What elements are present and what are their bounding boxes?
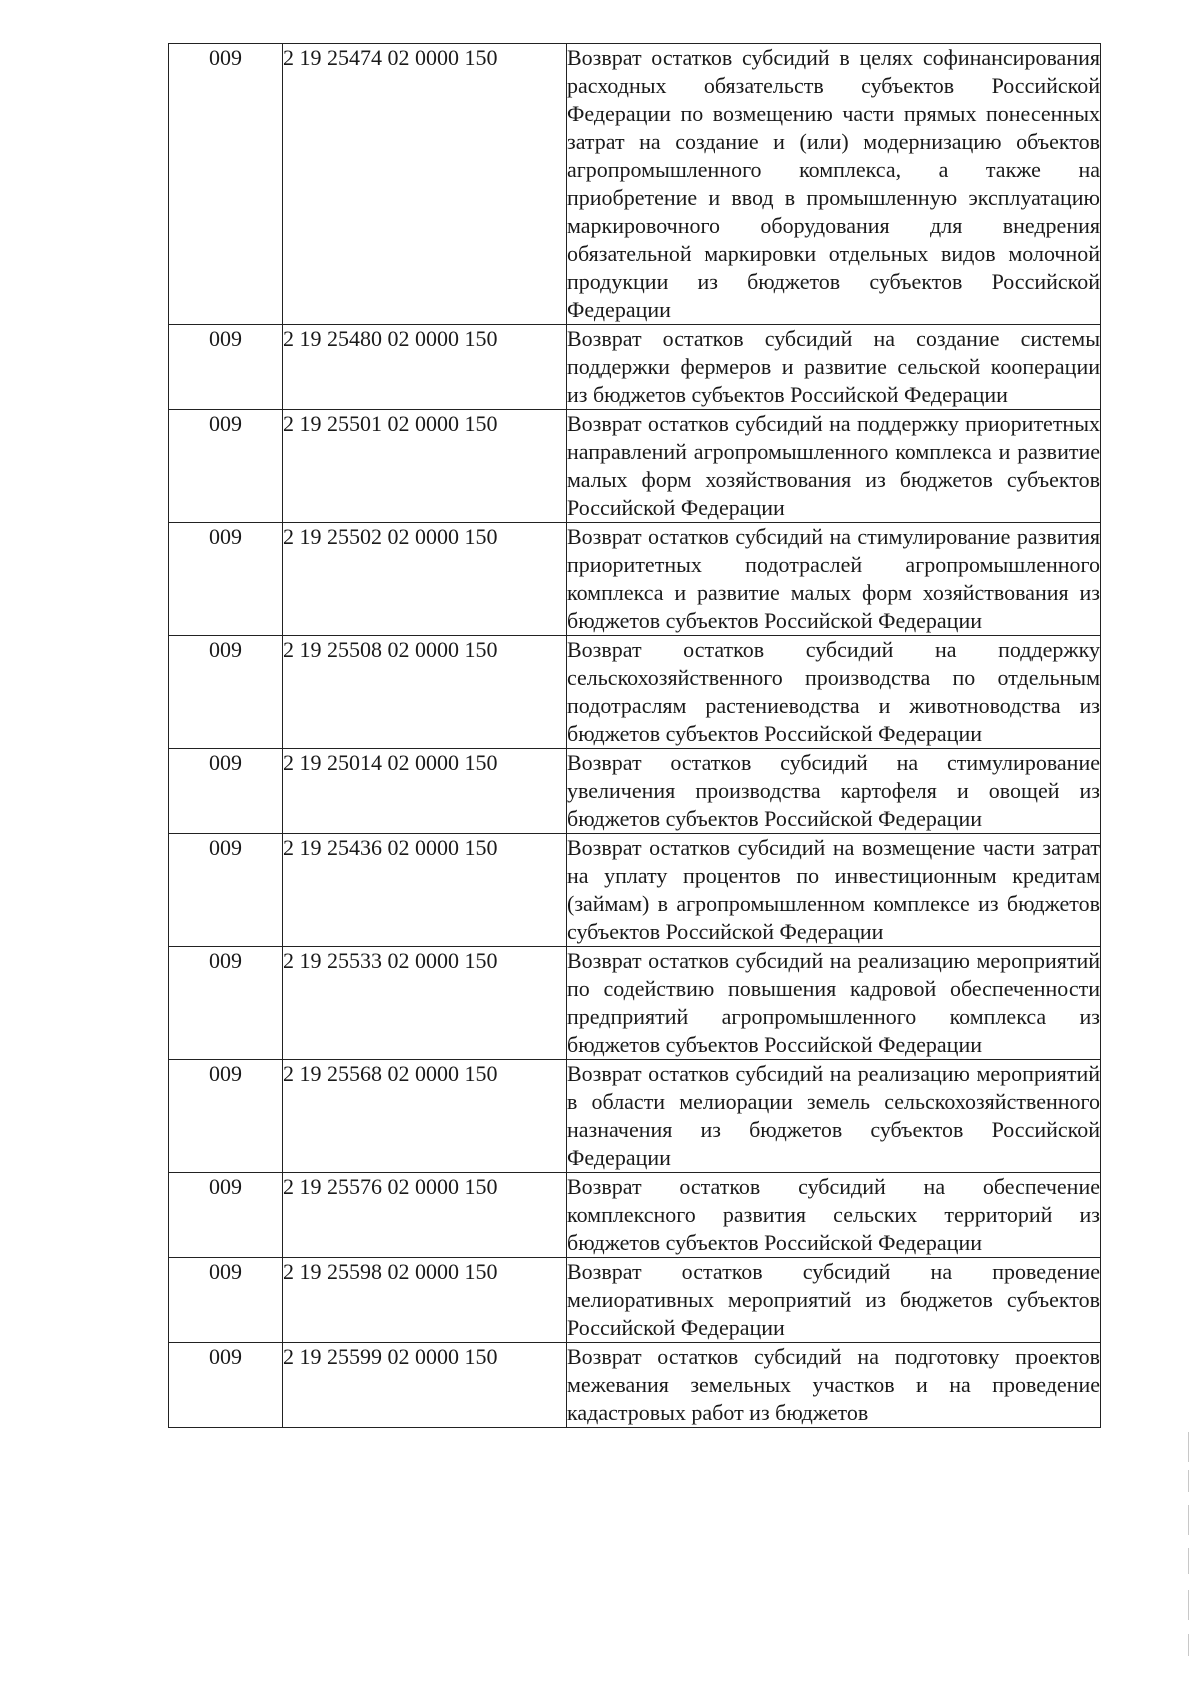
scan-edge-mark (1188, 1432, 1189, 1462)
description-cell: Возврат остатков субсидий на реализацию мероприятий по содействию повышения кадровой обеспеченности предприятий агропромышленного комплекса из бюджетов субъектов Российской Федерации (567, 947, 1101, 1060)
scan-edge-mark (1188, 1505, 1189, 1535)
table-row (169, 834, 1101, 947)
table-row (169, 325, 1101, 410)
scan-edge-mark (1188, 1470, 1189, 1492)
description-cell: Возврат остатков субсидий на создание системы поддержки фермеров и развитие сельской кооперации из бюджетов субъектов Российской Федерации (567, 325, 1101, 410)
description-cell: Возврат остатков субсидий на стимулирование увеличения производства картофеля и овощей из бюджетов субъектов Российской Федерации (567, 749, 1101, 834)
budget-code-cell: 2 19 25598 02 0000 150 (283, 1258, 567, 1343)
scan-edge-mark (1188, 1548, 1189, 1574)
description-cell: Возврат остатков субсидий на обеспечение комплексного развития сельских территорий из бюджетов субъектов Российской Федерации (567, 1173, 1101, 1258)
description-cell: Возврат остатков субсидий на стимулирование развития приоритетных подотраслей агропромышленного комплекса и развитие малых форм хозяйствования из бюджетов субъектов Российской Федерации (567, 523, 1101, 636)
admin-code-cell: 009 (169, 947, 283, 1060)
table-row (169, 1258, 1101, 1343)
admin-code-cell: 009 (169, 410, 283, 523)
table-row (169, 947, 1101, 1060)
description-cell: Возврат остатков субсидий в целях софинансирования расходных обязательств субъектов Российской Федерации по возмещению части прямых понесенных затрат на создание и (или) модернизацию объектов агропромышленного комплекса, а также на приобретение и ввод в промышленную эксплуатацию маркировочного оборудования для внедрения обязательной маркировки отдельных видов молочной продукции из бюджетов субъектов Российской Федерации (567, 44, 1101, 325)
budget-code-cell: 2 19 25014 02 0000 150 (283, 749, 567, 834)
admin-code-cell: 009 (169, 523, 283, 636)
description-cell: Возврат остатков субсидий на подготовку проектов межевания земельных участков и на проведение кадастровых работ из бюджетов (567, 1343, 1101, 1428)
budget-code-cell: 2 19 25501 02 0000 150 (283, 410, 567, 523)
admin-code-cell: 009 (169, 1173, 283, 1258)
table-body (169, 44, 1101, 1428)
admin-code-cell: 009 (169, 1343, 283, 1428)
budget-code-cell: 2 19 25436 02 0000 150 (283, 834, 567, 947)
budget-code-cell: 2 19 25480 02 0000 150 (283, 325, 567, 410)
description-cell: Возврат остатков субсидий на реализацию мероприятий в области мелиорации земель сельскохозяйственного назначения из бюджетов субъектов Российской Федерации (567, 1060, 1101, 1173)
budget-code-cell: 2 19 25533 02 0000 150 (283, 947, 567, 1060)
budget-code-cell: 2 19 25502 02 0000 150 (283, 523, 567, 636)
description-cell: Возврат остатков субсидий на проведение мелиоративных мероприятий из бюджетов субъектов Российской Федерации (567, 1258, 1101, 1343)
table-row (169, 749, 1101, 834)
admin-code-cell: 009 (169, 749, 283, 834)
table-row (169, 636, 1101, 749)
description-cell: Возврат остатков субсидий на возмещение части затрат на уплату процентов по инвестиционным кредитам (займам) в агропромышленном комплексе из бюджетов субъектов Российской Федерации (567, 834, 1101, 947)
budget-code-cell: 2 19 25576 02 0000 150 (283, 1173, 567, 1258)
table-row (169, 1343, 1101, 1428)
budget-code-cell: 2 19 25568 02 0000 150 (283, 1060, 567, 1173)
table-row (169, 44, 1101, 325)
budget-code-cell: 2 19 25474 02 0000 150 (283, 44, 567, 325)
table-row (169, 1173, 1101, 1258)
description-cell: Возврат остатков субсидий на поддержку приоритетных направлений агропромышленного комплекса и развитие малых форм хозяйствования из бюджетов субъектов Российской Федерации (567, 410, 1101, 523)
description-cell: Возврат остатков субсидий на поддержку сельскохозяйственного производства по отдельным подотраслям растениеводства и животноводства из бюджетов субъектов Российской Федерации (567, 636, 1101, 749)
table-row (169, 1060, 1101, 1173)
admin-code-cell: 009 (169, 636, 283, 749)
admin-code-cell: 009 (169, 1258, 283, 1343)
scan-edge-mark (1188, 1590, 1189, 1620)
table-row (169, 523, 1101, 636)
scan-edge-mark (1188, 1634, 1189, 1656)
admin-code-cell: 009 (169, 834, 283, 947)
budget-code-cell: 2 19 25599 02 0000 150 (283, 1343, 567, 1428)
admin-code-cell: 009 (169, 44, 283, 325)
table-row (169, 410, 1101, 523)
budget-codes-table (168, 43, 1101, 1428)
budget-code-cell: 2 19 25508 02 0000 150 (283, 636, 567, 749)
admin-code-cell: 009 (169, 325, 283, 410)
admin-code-cell: 009 (169, 1060, 283, 1173)
